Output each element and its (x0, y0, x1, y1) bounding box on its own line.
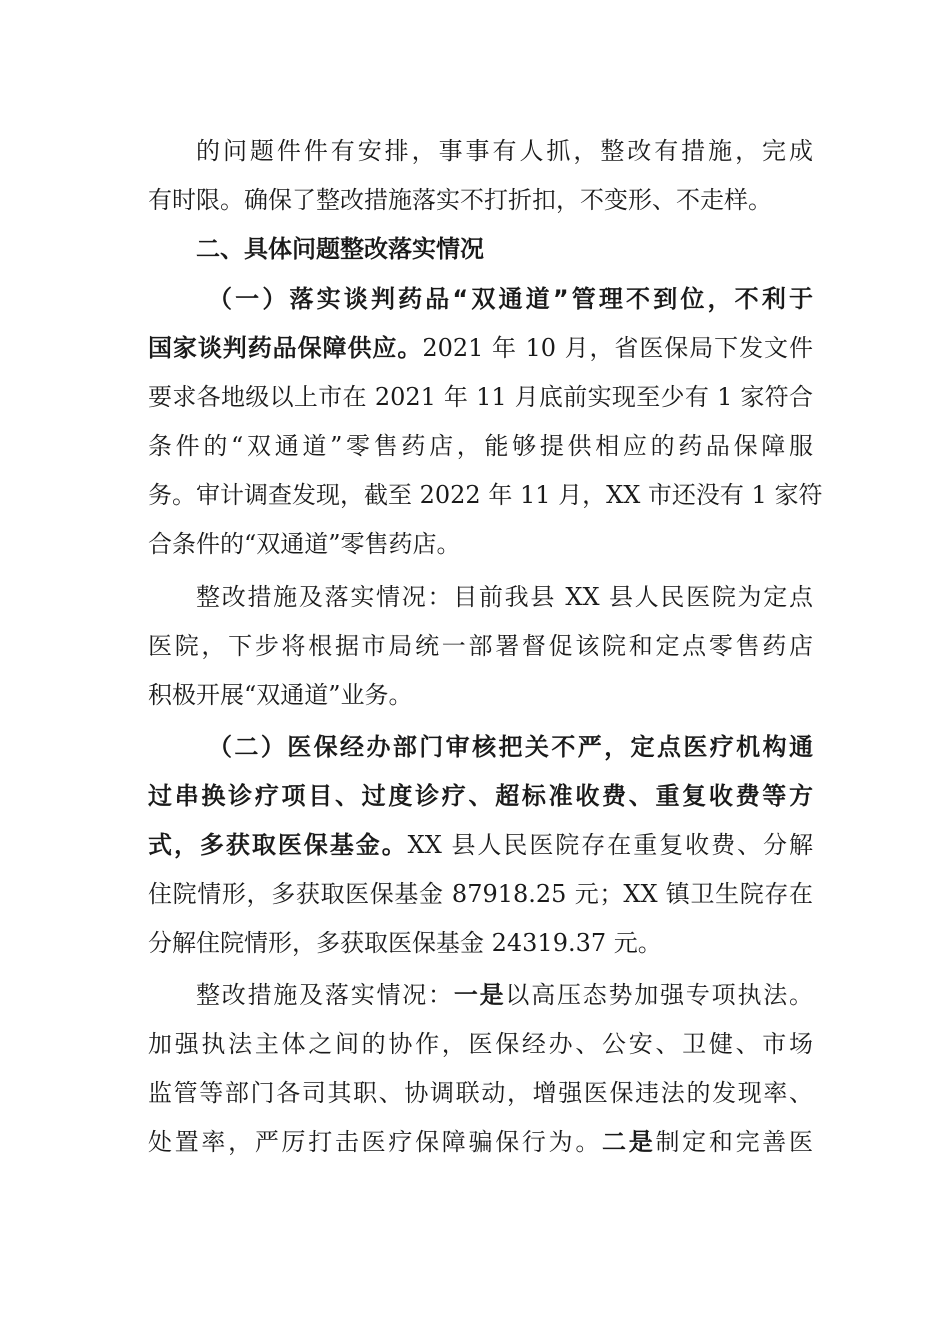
problem-item-1 (148, 275, 823, 569)
text-line: 住院情形，多获取医保基金 87918.25 元；XX 镇卫生院存在 (148, 880, 813, 908)
text-segment: 以高压态势加强专项执法。 (505, 981, 814, 1009)
text-line: 监管等部门各司其职、协调联动，增强医保违法的发现率、 (148, 1079, 813, 1107)
problem-item-2 (148, 723, 813, 968)
text-segment: 整改措施及落实情况： (196, 981, 454, 1009)
text-line (148, 1118, 813, 1167)
text-line: 积极开展“双通道”业务。 (148, 681, 413, 709)
emphasis-text: 二是 (602, 1128, 656, 1156)
text-segment: 处置率，严厉打击医疗保障骗保行为。 (148, 1128, 603, 1156)
text-line (148, 324, 813, 373)
emphasis-text: 一是 (453, 981, 506, 1009)
text-line: 条件的“双通道”零售药店，能够提供相应的药品保障服 (148, 432, 813, 460)
text-line: 有时限。确保了整改措施落实不打折扣，不变形、不走样。 (148, 186, 772, 214)
text-line: 医院，下步将根据市局统一部署督促该院和定点零售药店 (148, 632, 813, 660)
text-line: 要求各地级以上市在 2021 年 11 月底前实现至少有 1 家符合 (148, 383, 813, 411)
rectification-measures-2 (148, 971, 813, 1167)
rectification-measures-1 (148, 573, 813, 720)
text-line: 加强执法主体之间的协作，医保经办、公安、卫健、市场 (148, 1030, 813, 1058)
text-segment: 制定和完善医 (655, 1128, 814, 1156)
text-segment: XX 县人民医院存在重复收费、分解 (407, 831, 813, 859)
text-line: 务。审计调查发现，截至 2022 年 11 月，XX 市还没有 1 家符 (148, 481, 823, 509)
paragraph-continuation (148, 127, 813, 225)
problem-title-line: （二）医保经办部门审核把关不严，定点医疗机构通 (208, 733, 813, 761)
text-line: 整改措施及落实情况：目前我县 XX 县人民医院为定点 (196, 583, 813, 611)
text-line: 合条件的“双通道”零售药店。 (148, 530, 461, 558)
section-heading (148, 225, 813, 274)
problem-title-line: （一）落实谈判药品“双通道”管理不到位，不利于 (208, 285, 813, 313)
text-line (148, 971, 813, 1020)
problem-title-line: 过串换诊疗项目、过度诊疗、超标准收费、重复收费等方 (148, 782, 813, 810)
problem-title-line: 式，多获取医保基金。 (148, 831, 408, 859)
section-heading-text: 二、具体问题整改落实情况 (196, 235, 484, 263)
problem-title-line: 国家谈判药品保障供应。 (148, 334, 423, 362)
text-segment: 2021 年 10 月，省医保局下发文件 (422, 334, 813, 362)
text-line: 的问题件件有安排，事事有人抓，整改有措施，完成 (196, 137, 813, 165)
text-line (148, 821, 813, 870)
text-line: 分解住院情形，多获取医保基金 24319.37 元。 (148, 929, 662, 957)
